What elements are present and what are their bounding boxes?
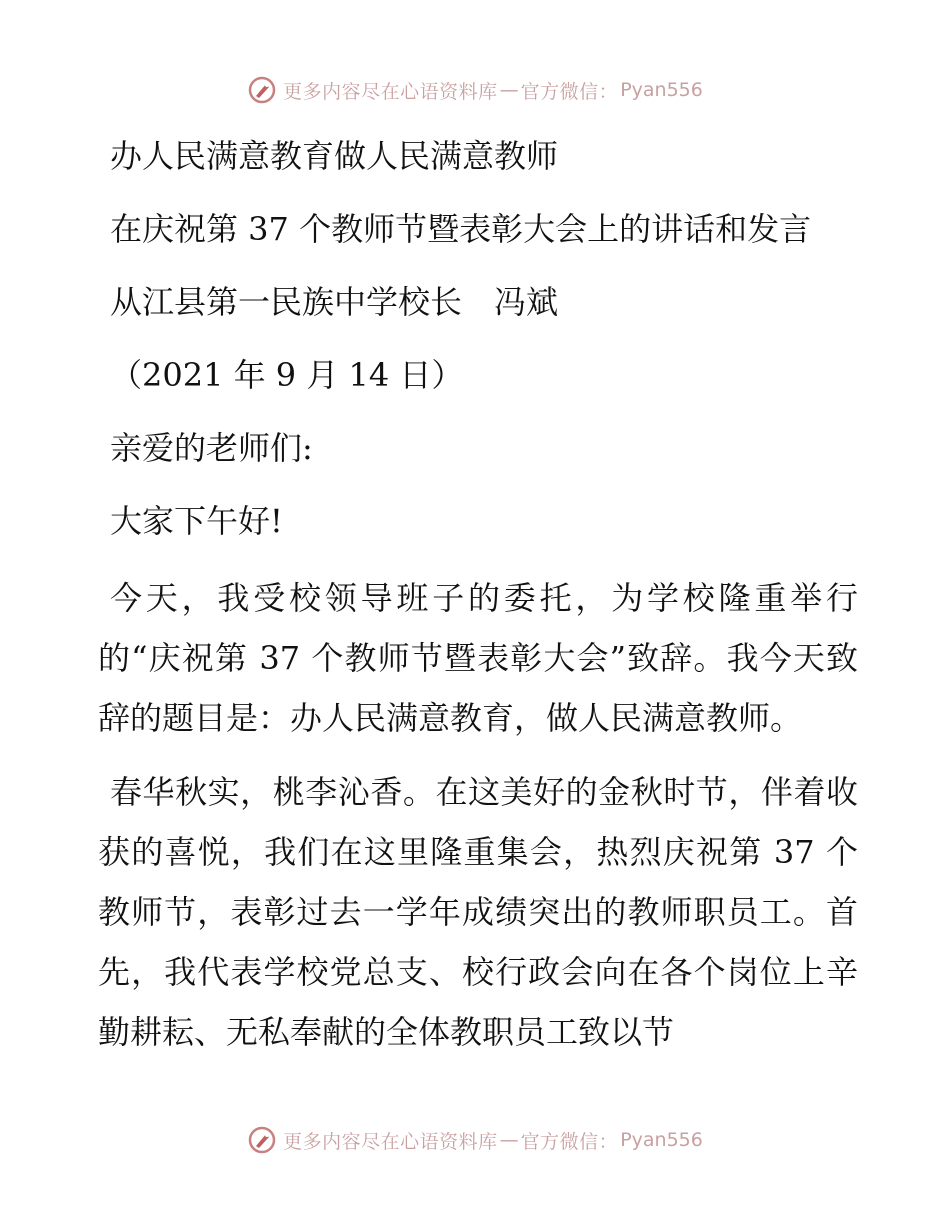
watermark-label: 官方微信：	[520, 80, 619, 103]
watermark-separator: —	[499, 1129, 519, 1151]
document-date: （2021 年 9 月 14 日）	[110, 356, 464, 394]
pen-nib-circle-icon	[247, 75, 277, 105]
document-body	[98, 120, 858, 1062]
watermark-text: 更多内容尽在心语资料库	[283, 1130, 498, 1153]
footer-watermark	[0, 1120, 950, 1160]
salutation: 亲爱的老师们:	[110, 429, 313, 467]
watermark-separator: —	[499, 79, 519, 101]
watermark-label: 官方微信：	[520, 1130, 619, 1153]
header-watermark	[0, 70, 950, 110]
document-subtitle: 在庆祝第 37 个教师节暨表彰大会上的讲话和发言	[110, 210, 812, 248]
document-title: 办人民满意教育做人民满意教师	[110, 137, 559, 175]
body-paragraph-2: 春华秋实，桃李沁香。在这美好的金秋时节，伴着收获的喜悦，我们在这里隆重集会，热烈庆祝第 37 个教师节，表彰过去一学年成绩突出的教师职员工。首先，我代表学校党总支、校行政会向在各个岗位上辛勤耕耘、无私奉献的全体教职员工致以节	[98, 773, 858, 1051]
pen-nib-circle-icon	[247, 1125, 277, 1155]
watermark-text: 更多内容尽在心语资料库	[283, 80, 498, 103]
body-paragraph-1: 今天，我受校领导班子的委托，为学校隆重举行的“庆祝第 37 个教师节暨表彰大会”致辞。我今天致辞的题目是：办人民满意教育，做人民满意教师。	[98, 579, 858, 737]
document-author: 从江县第一民族中学校长 冯斌	[110, 283, 559, 321]
watermark-id: Pyan556	[620, 1129, 703, 1151]
greeting: 大家下午好!	[110, 502, 283, 540]
watermark-id: Pyan556	[620, 79, 703, 101]
